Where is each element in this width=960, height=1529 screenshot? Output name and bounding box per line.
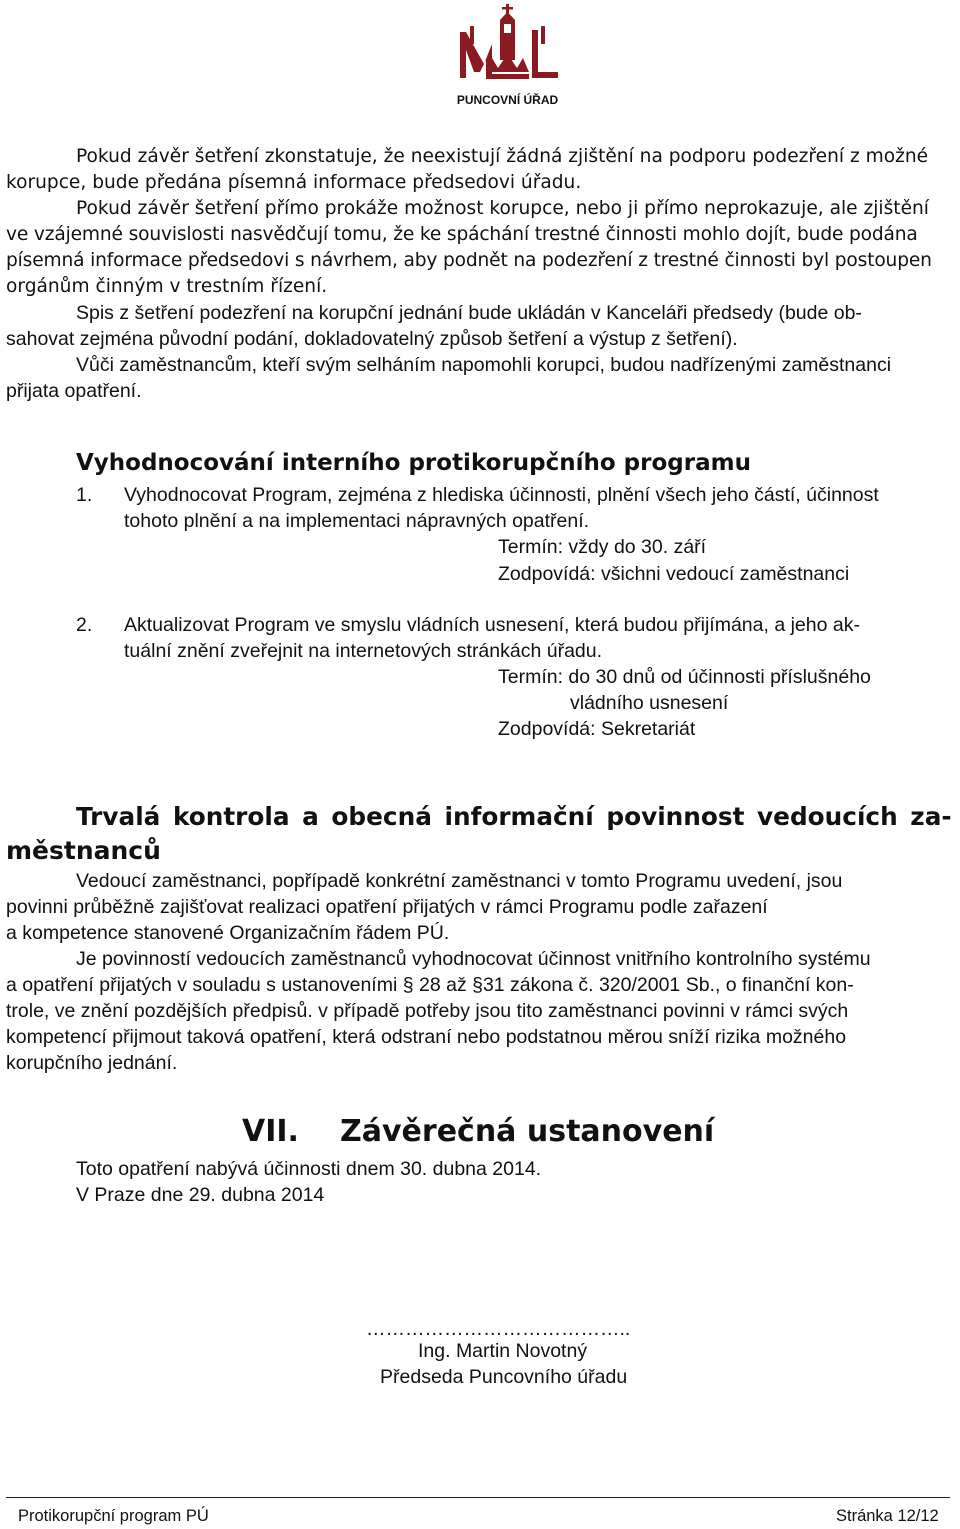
paragraph-line: Vedoucí zaměstnanci, popřípadě konkrétní zaměstnanci v tomto Programu uvedení, jsou bbox=[76, 870, 843, 892]
section-heading-control: Trvalá kontrola a obecná informační povinnost vedoucích za- bbox=[76, 802, 952, 831]
section-heading-evaluation: Vyhodnocování interního protikorupčního programu bbox=[76, 450, 751, 476]
item-number: 2. bbox=[76, 614, 93, 636]
paragraph-line: Pokud závěr šetření přímo prokáže možnost korupce, nebo ji přímo neprokazuje, ale zjištění bbox=[76, 198, 929, 219]
paragraph-line: trole, ve znění pozdějších předpisů. v případě potřeby jsou tito zaměstnanci povinni v rámci svých bbox=[6, 1000, 849, 1022]
paragraph-line: korupce, bude předána písemná informace předsedovi úřadu. bbox=[6, 172, 582, 193]
paragraph-line: a opatření přijatých v souladu s ustanoveními § 28 až §31 zákona č. 320/2001 Sb., o finanční kon- bbox=[6, 974, 854, 996]
paragraph-line: korupčního jednání. bbox=[6, 1052, 178, 1074]
page-number: Stránka 12/12 bbox=[836, 1507, 939, 1525]
paragraph-line: povinni průběžně zajišťovat realizaci opatření přijatých v rámci Programu podle zařazení bbox=[6, 896, 768, 918]
item-deadline: Termín: do 30 dnů od účinnosti příslušného bbox=[498, 666, 871, 688]
paragraph-line: Pokud závěr šetření zkonstatuje, že neexistují žádná zjištění na podporu podezření z možné bbox=[76, 146, 929, 167]
item-deadline: Termín: vždy do 30. září bbox=[498, 536, 707, 558]
item-text-line: tohoto plnění a na implementaci nápravných opatření. bbox=[124, 510, 590, 532]
paragraph-line: přijata opatření. bbox=[6, 380, 142, 402]
place-date: V Praze dne 29. dubna 2014 bbox=[76, 1184, 325, 1206]
signatory-name: Ing. Martin Novotný bbox=[418, 1340, 588, 1362]
effective-date: Toto opatření nabývá účinnosti dnem 30. dubna 2014. bbox=[76, 1158, 542, 1180]
item-deadline-cont: vládního usnesení bbox=[570, 692, 729, 714]
paragraph-line: Je povinností vedoucích zaměstnanců vyhodnocovat účinnost vnitřního kontrolního systému bbox=[76, 948, 871, 970]
paragraph-line: Vůči zaměstnancům, kteří svým selháním napomohli korupci, budou nadřízenými zaměstnanci bbox=[76, 354, 892, 376]
section-heading-control-cont: městnanců bbox=[6, 836, 161, 865]
signature-dots: ………………………………….. bbox=[366, 1318, 631, 1340]
paragraph-line: sahovat zejména původní podání, dokladovatelný způsob šetření a výstup z šetření). bbox=[6, 328, 738, 350]
puncovni-urad-logo bbox=[440, 0, 576, 112]
paragraph-line: Spis z šetření podezření na korupční jednání bude ukládán v Kanceláři předsedy (bude ob- bbox=[76, 302, 862, 324]
paragraph-line: kompetencí přijmout taková opatření, která odstraní nebo podstatnou měrou sníží rizika možného bbox=[6, 1026, 847, 1048]
item-text-line: Vyhodnocovat Program, zejména z hlediska účinnosti, plnění všech jeho částí, účinnost bbox=[124, 484, 879, 506]
paragraph-line: a kompetence stanovené Organizačním řádem PÚ. bbox=[6, 922, 450, 944]
footer-divider bbox=[6, 1497, 950, 1498]
item-text-line: Aktualizovat Program ve smyslu vládních usnesení, která budou přijímána, a jeho ak- bbox=[124, 614, 860, 636]
signatory-role: Předseda Puncovního úřadu bbox=[380, 1366, 628, 1388]
logo-text: PUNCOVNÍ ÚŘAD bbox=[456, 93, 559, 107]
item-responsible: Zodpovídá: všichni vedoucí zaměstnanci bbox=[498, 563, 850, 585]
footer-title: Protikorupční program PÚ bbox=[18, 1507, 209, 1525]
paragraph-line: písemná informace předsedovi s návrhem, aby podnět na podezření z trestné činnosti byl postoupen bbox=[6, 250, 932, 271]
item-text-line: tuální znění zveřejnit na internetových stránkách úřadu. bbox=[124, 640, 603, 662]
section-heading-final: Závěrečná ustanovení bbox=[340, 1114, 715, 1149]
item-responsible: Zodpovídá: Sekretariát bbox=[498, 718, 696, 740]
item-number: 1. bbox=[76, 484, 93, 506]
section-number: VII. bbox=[242, 1114, 299, 1149]
paragraph-line: orgánům činným v trestním řízení. bbox=[6, 276, 328, 297]
paragraph-line: ve vzájemné souvislosti nasvědčují tomu, že ke spáchání trestné činnosti mohlo dojít, bude podána bbox=[6, 224, 918, 245]
